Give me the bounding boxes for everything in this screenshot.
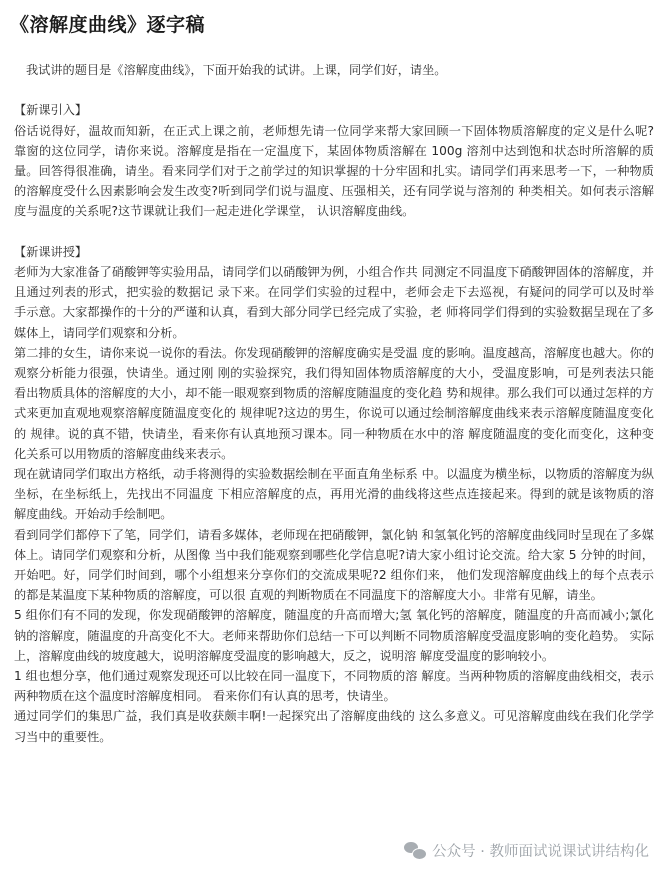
intro-paragraph: 我试讲的题目是《溶解度曲线》，下面开始我的试讲。上课，同学们好，请坐。 (26, 63, 447, 77)
section-paragraph: 1 组也想分享，他们通过观察发现还可以比较在同一温度下，不同物质的溶 解度。当两种物质的溶解度曲线相交，表示两种物质在这个温度时溶解度相同。 看来你们有认真的思考，快请坐。 (14, 669, 654, 704)
section-paragraph: 老师为大家准备了硝酸钾等实验用品，请同学们以硝酸钾为例，小组合作共 同测定不同温度下硝酸钾固体的溶解度，并且通过列表的形式，把实验的数据记 录下来。在同学们实验的过程中，老师会走下去巡视，有疑问的同学可以及时举 手示意。大家都操作的十分的严谨和认真，看到大部分同学已经完成了实验，老 师将同学们得到的实验数据呈现在了多媒体上，请同学们观察和分析。 (14, 265, 654, 340)
watermark-text: 公众号 · 教师面试说课试讲结构化 (432, 844, 649, 860)
section-paragraph: 5 组你们有不同的发现，你发现硝酸钾的溶解度，随温度的升高而增大;氢 氧化钙的溶解度，随温度的升高而减小;氯化钠的溶解度，随温度的升高变化不大。老师来帮助你们总结一下可以判断不同物质溶解度受温度影响的变化趋势。 实际上，溶解度曲线的坡度越大，说明溶解度受温度的影响越大，反之，说明溶 解度受温度的影响较小。 (14, 608, 654, 663)
section-paragraph: 第二排的女生，请你来说一说你的看法。你发现硝酸钾的溶解度确实是受温 度的影响。温度越高，溶解度也越大。你的观察分析能力很强，快请坐。通过刚 刚的实验探究，我们得知固体物质溶解度的大小，受温度影响，可是列表法只能 看出物质具体的溶解度的大小，却不能一眼观察到物质的溶解度随温度的变化趋 势和规律。那么我们可以通过怎样的方式来更加直观地观察溶解度随温度变化的 规律呢?这边的男生，你说可以通过绘制溶解度曲线来表示溶解度随温度变化的 规律。说的真不错，快请坐，看来你有认真地预习课本。同一种物质在水中的溶 解度随温度的变化而变化，这种变化关系可以用物质的溶解度曲线来表示。 (14, 345, 654, 461)
section-paragraph: 俗话说得好，温故而知新，在正式上课之前，老师想先请一位同学来帮大家回顾一下固体物质溶解度的定义是什么呢?靠窗的这位同学，请你来说。溶解度是指在一定温度下，某固体物质溶解在 100g 溶剂中达到饱和状态时所溶解的质量。回答得很准确，请坐。看来同学们对于之前学过的知识掌握的十分牢固和扎实。请同学们再来思考一下，一种物质的溶解度受什么因素影响会发生改变?听到同学们说与温度、压强相关，还有同学说与溶剂的 种类相关。如何表示溶解度与温度的关系呢?这节课就让我们一起走进化学课堂， 认识溶解度曲线。 (14, 123, 654, 219)
section-heading-intro: 【新课引入】 (14, 103, 88, 118)
paragraph-spacer (14, 222, 654, 242)
section-paragraph: 看到同学们都停下了笔，同学们，请看多媒体，老师现在把硝酸钾，氯化钠 和氢氧化钙的溶解度曲线同时呈现在了多媒体上。请同学们观察和分析，从图像 当中我们能观察到哪些化学信息呢?请大家小组讨论交流。给大家 5 分钟的时间， 开始吧。好，同学们时间到，哪个小组想来分享你们的交流成果呢?2 组你们来， 他们发现溶解度曲线上的每个点表示的都是某温度下某种物质的溶解度，可以很 直观的判断物质在不同温度下的溶解度大小。非常有见解，请坐。 (14, 527, 654, 603)
document-body (14, 60, 654, 747)
section-heading-lecture: 【新课讲授】 (14, 244, 88, 259)
document-title: 《溶解度曲线》逐字稿 (10, 14, 206, 36)
watermark (404, 840, 649, 861)
section-paragraph: 通过同学们的集思广益，我们真是收获颇丰啊!一起探究出了溶解度曲线的 这么多意义。可见溶解度曲线在我们化学学习当中的重要性。 (14, 709, 654, 744)
wechat-icon (404, 842, 426, 860)
paragraph-spacer (14, 80, 654, 100)
section-paragraph: 现在就请同学们取出方格纸，动手将测得的实验数据绘制在平面直角坐标系 中。以温度为横坐标，以物质的溶解度为纵坐标，在坐标纸上，先找出不同温度 下相应溶解度的点，再用光滑的曲线将这些点连接起来。得到的就是该物质的溶 解度曲线。开始动手绘制吧。 (14, 467, 654, 522)
